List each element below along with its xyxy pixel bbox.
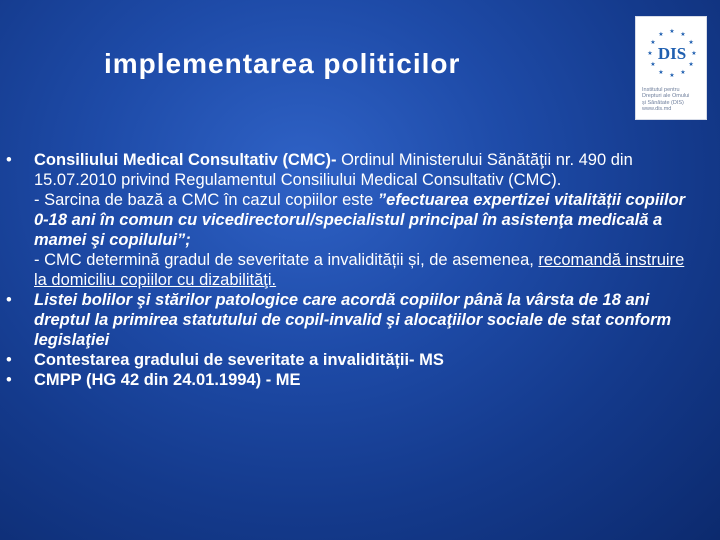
- star-icon: ★: [688, 62, 694, 68]
- bullet: •: [6, 351, 12, 369]
- star-icon: ★: [658, 31, 664, 38]
- dis-logo-icon: [636, 17, 708, 87]
- bullet: •: [6, 151, 12, 169]
- sub-paragraph-2: [34, 250, 690, 290]
- slide-title: implementarea politicilor: [104, 48, 461, 79]
- logo-caption: Institutul pentru Drepturi ale Omului și Sănătate (DIS) www.dis.md: [642, 87, 690, 113]
- star-icon: ★: [650, 40, 656, 46]
- logo-mark: DIS: [657, 44, 687, 63]
- sub-text: - Sarcina de bază a CMC în cazul copiilor este: [34, 191, 378, 209]
- list-item-cmc: [0, 150, 720, 290]
- star-icon: ★: [650, 62, 656, 68]
- list-item-boli: [0, 290, 720, 350]
- item-lead: Consiliului Medical Consultativ (CMC)-: [34, 151, 337, 169]
- item-text: CMPP (HG 42 din 24.01.1994) - ME: [34, 371, 301, 389]
- star-icon: ★: [680, 70, 686, 77]
- bullet: •: [6, 371, 12, 389]
- star-icon: ★: [669, 29, 675, 35]
- list-item-cmpp: [0, 370, 720, 390]
- star-icon: ★: [680, 31, 686, 38]
- star-icon: ★: [691, 51, 697, 57]
- dis-logo: [635, 16, 707, 120]
- sub-text: - CMC determină gradul de severitate a invalidității și, de asemenea,: [34, 251, 539, 269]
- star-icon: ★: [658, 70, 664, 77]
- sub-emphasis: ”efectuarea expertizei vitalității copiilor 0-18 ani în comun cu vicedirectorul/specialistul principal în asistenţa medicală a mamei şi copilului”;: [34, 191, 686, 249]
- item-text: Ordinul Ministerului Sănătăţii nr. 490 din 15.07.2010 privind Regulamentul Consiliului Medical Consultativ (CMC).: [34, 151, 633, 189]
- item-text: Contestarea gradului de severitate a invalidității- MS: [34, 351, 444, 369]
- star-icon: ★: [688, 40, 694, 46]
- star-icon: ★: [669, 73, 675, 79]
- star-icon: ★: [647, 51, 653, 57]
- item-text: Listei bolilor şi stărilor patologice care acordă copiilor până la vârsta de 18 ani dreptul la primirea statutului de copil-invalid şi alocaţiilor sociale de stat conform legislaţiei: [34, 291, 672, 349]
- bullet: •: [6, 291, 12, 309]
- sub-underline: recomandă instruire la domiciliu copiilor cu dizabilităţi.: [34, 251, 685, 289]
- sub-paragraph-1: [34, 190, 690, 250]
- slide-content: [0, 150, 720, 390]
- list-item-contestare: [0, 350, 720, 370]
